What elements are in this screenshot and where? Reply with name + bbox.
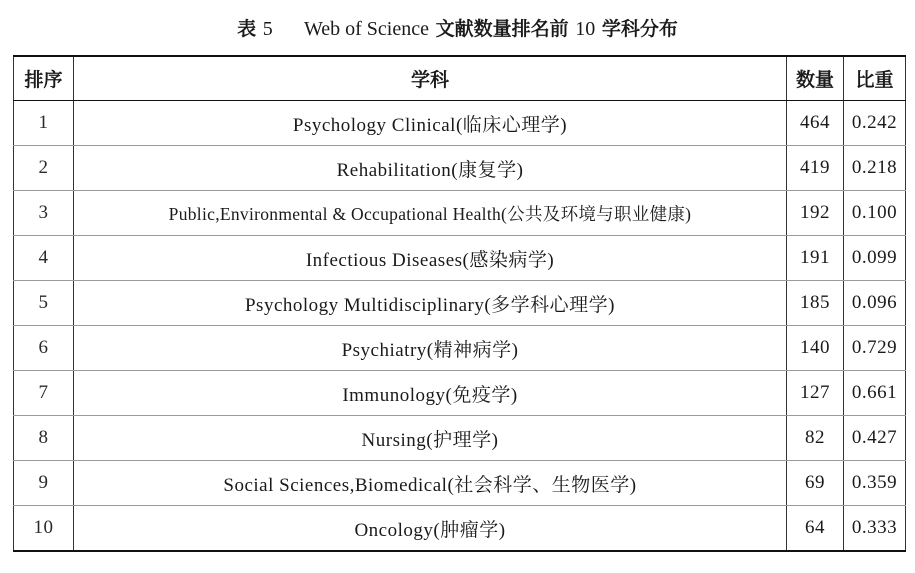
table-row: [14, 146, 906, 191]
cell-rank: 3: [14, 191, 74, 236]
cell-ratio: 0.242: [844, 101, 906, 146]
cell-rank: 8: [14, 416, 74, 461]
table-row: [14, 506, 906, 552]
caption-label: 表: [237, 18, 257, 40]
table-row: [14, 461, 906, 506]
header-rank: 排序: [14, 56, 74, 101]
table-header: [14, 56, 906, 101]
header-subject: 学科: [74, 56, 787, 101]
cell-subject: Oncology(肿瘤学): [74, 506, 787, 552]
cell-subject: Immunology(免疫学): [74, 371, 787, 416]
table-row: [14, 416, 906, 461]
cell-rank: 4: [14, 236, 74, 281]
cell-subject: Psychiatry(精神病学): [74, 326, 787, 371]
table-row: [14, 191, 906, 236]
table-row: [14, 371, 906, 416]
cell-count: 185: [787, 281, 844, 326]
cell-subject: Public,Environmental & Occupational Health(公共及环境与职业健康): [74, 191, 787, 236]
caption-source: Web of Science: [303, 18, 429, 40]
cell-rank: 10: [14, 506, 74, 552]
cell-count: 140: [787, 326, 844, 371]
cell-ratio: 0.218: [844, 146, 906, 191]
cell-ratio: 0.100: [844, 191, 906, 236]
cell-count: 464: [787, 101, 844, 146]
cell-rank: 1: [14, 101, 74, 146]
table-body: [14, 101, 906, 552]
subject-distribution-table: [13, 55, 906, 552]
cell-count: 419: [787, 146, 844, 191]
cell-subject: Psychology Multidisciplinary(多学科心理学): [74, 281, 787, 326]
header-ratio: 比重: [844, 56, 906, 101]
table-caption: [0, 14, 915, 44]
cell-rank: 9: [14, 461, 74, 506]
cell-count: 192: [787, 191, 844, 236]
table-row: [14, 326, 906, 371]
cell-count: 69: [787, 461, 844, 506]
cell-ratio: 0.729: [844, 326, 906, 371]
cell-subject: Psychology Clinical(临床心理学): [74, 101, 787, 146]
cell-subject: Social Sciences,Biomedical(社会科学、生物医学): [74, 461, 787, 506]
cell-ratio: 0.427: [844, 416, 906, 461]
caption-text-b: 学科分布: [601, 18, 678, 40]
cell-ratio: 0.096: [844, 281, 906, 326]
caption-text-a: 文献数量排名前: [435, 18, 569, 40]
cell-count: 191: [787, 236, 844, 281]
cell-rank: 7: [14, 371, 74, 416]
cell-count: 64: [787, 506, 844, 552]
table-row: [14, 236, 906, 281]
header-row: [14, 56, 906, 101]
cell-ratio: 0.661: [844, 371, 906, 416]
cell-subject: Nursing(护理学): [74, 416, 787, 461]
cell-rank: 5: [14, 281, 74, 326]
cell-rank: 6: [14, 326, 74, 371]
cell-ratio: 0.359: [844, 461, 906, 506]
caption-number: 5: [262, 18, 273, 40]
cell-ratio: 0.099: [844, 236, 906, 281]
cell-subject: Rehabilitation(康复学): [74, 146, 787, 191]
cell-subject: Infectious Diseases(感染病学): [74, 236, 787, 281]
cell-ratio: 0.333: [844, 506, 906, 552]
header-count: 数量: [787, 56, 844, 101]
cell-rank: 2: [14, 146, 74, 191]
caption-top-n: 10: [575, 18, 596, 40]
table-row: [14, 101, 906, 146]
cell-count: 82: [787, 416, 844, 461]
cell-count: 127: [787, 371, 844, 416]
table-row: [14, 281, 906, 326]
